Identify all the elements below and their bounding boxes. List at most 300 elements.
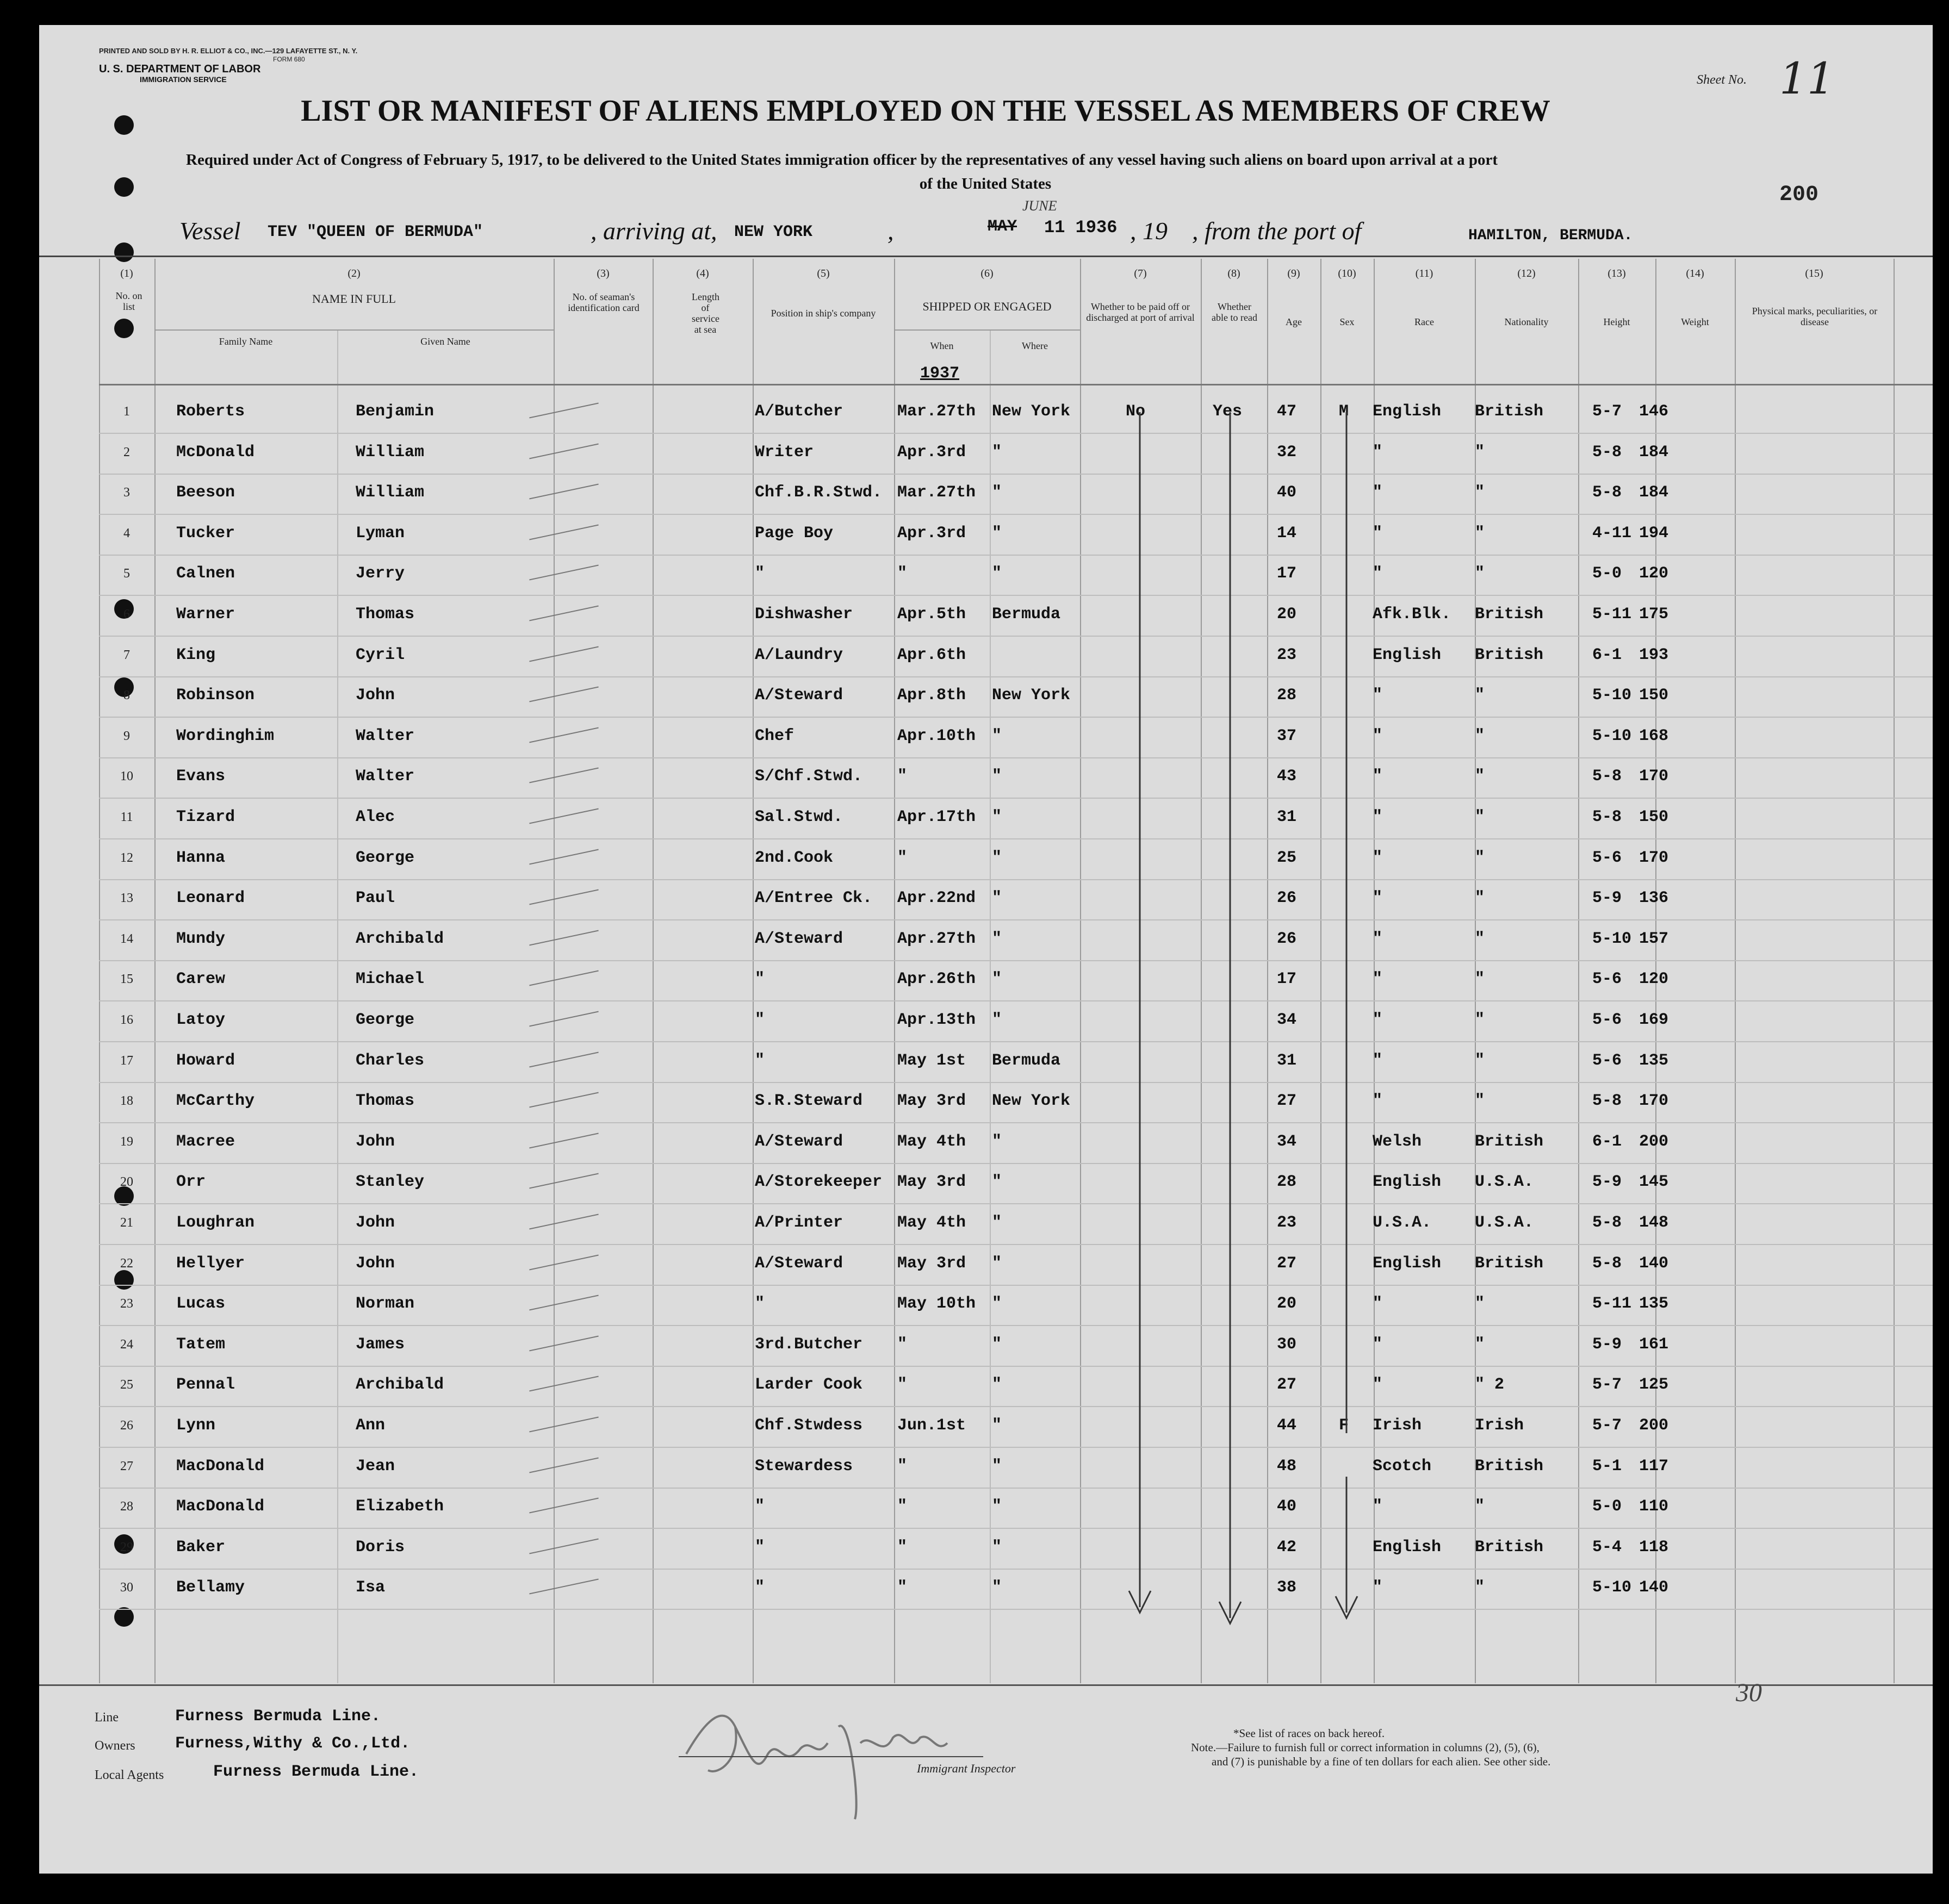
age: 34 — [1277, 1011, 1297, 1029]
given-name: Thomas — [356, 605, 415, 624]
age: 17 — [1277, 970, 1297, 989]
shipped-where: Bermuda — [992, 1051, 1061, 1070]
given-name: James — [356, 1335, 405, 1354]
family-name: Hellyer — [176, 1254, 245, 1273]
shipped-when: " — [897, 1538, 908, 1557]
height: 5-6 — [1592, 1051, 1622, 1070]
height: 5-10 — [1592, 1578, 1632, 1597]
row-number: 25 — [120, 1378, 133, 1392]
position: 2nd.Cook — [755, 848, 834, 867]
nationality: British — [1475, 645, 1544, 664]
shipped-when: May 4th — [897, 1132, 966, 1151]
shipped-when: May 4th — [897, 1214, 966, 1232]
position: " — [755, 1538, 765, 1557]
shipped-when: May 3rd — [897, 1092, 966, 1111]
shipped-when: " — [897, 1335, 908, 1354]
weight: 117 — [1639, 1457, 1669, 1476]
given-name: Isa — [356, 1578, 386, 1597]
family-name: Warner — [176, 605, 235, 624]
nationality: " — [1475, 970, 1485, 989]
race: " — [1373, 1497, 1383, 1516]
weight: 169 — [1639, 1011, 1669, 1029]
col-number: (6) — [980, 267, 994, 279]
nationality: British — [1475, 1538, 1544, 1557]
race: " — [1373, 483, 1383, 502]
family-name: Wordinghim — [176, 726, 275, 745]
line-value: Furness Bermuda Line. — [175, 1707, 381, 1726]
given-name: Norman — [356, 1295, 415, 1314]
nationality: Irish — [1475, 1416, 1524, 1435]
shipped-when: Apr.13th — [897, 1011, 976, 1029]
weight: 140 — [1639, 1578, 1669, 1597]
position: " — [755, 1011, 765, 1029]
height: 5-0 — [1592, 1497, 1622, 1516]
race: " — [1373, 1335, 1383, 1354]
race: English — [1373, 402, 1442, 421]
shipped-where: " — [992, 1011, 1002, 1029]
nationality: " — [1475, 443, 1485, 462]
position: Chef — [755, 726, 795, 745]
shipped-when: Apr.5th — [897, 605, 966, 624]
shipped-where: " — [992, 1254, 1002, 1273]
family-name: McDonald — [176, 443, 255, 462]
row-number: 24 — [120, 1337, 133, 1352]
from-port: HAMILTON, BERMUDA. — [1468, 227, 1633, 244]
nationality: " — [1475, 1295, 1485, 1314]
family-name: Baker — [176, 1538, 226, 1557]
given-name: Elizabeth — [356, 1497, 444, 1516]
family-name: Roberts — [176, 402, 245, 421]
age: 14 — [1277, 524, 1297, 543]
year-note: 1937 — [920, 364, 960, 383]
col-number: (1) — [120, 267, 133, 279]
from-port-label: , from the port of — [1192, 217, 1362, 245]
weight: 170 — [1639, 767, 1669, 786]
shipped-where: " — [992, 1173, 1002, 1192]
given-name: Archibald — [356, 929, 444, 948]
age: 47 — [1277, 402, 1297, 421]
col-number: (9) — [1287, 267, 1300, 279]
shipped-when: May 3rd — [897, 1173, 966, 1192]
position: Page Boy — [755, 524, 834, 543]
family-name: Tucker — [176, 524, 235, 543]
weight: 193 — [1639, 645, 1669, 664]
nationality: " — [1475, 848, 1485, 867]
age: 34 — [1277, 1132, 1297, 1151]
age: 32 — [1277, 443, 1297, 462]
sheet-number: 11 — [1779, 53, 1835, 104]
age: 27 — [1277, 1254, 1297, 1273]
year-label: , 19 — [1130, 217, 1168, 245]
given-name: John — [356, 1214, 395, 1232]
shipped-where: " — [992, 1295, 1002, 1314]
weight: 125 — [1639, 1376, 1669, 1395]
shipped-when: Apr.3rd — [897, 524, 966, 543]
family-name: Leonard — [176, 889, 245, 908]
shipped-when: Apr.8th — [897, 686, 966, 705]
age: 27 — [1277, 1092, 1297, 1111]
weight: 175 — [1639, 605, 1669, 624]
nationality: " — [1475, 767, 1485, 786]
given-name: William — [356, 483, 425, 502]
position: 3rd.Butcher — [755, 1335, 863, 1354]
family-name: Pennal — [176, 1376, 235, 1395]
position: A/Steward — [755, 1254, 843, 1273]
age: 20 — [1277, 1295, 1297, 1314]
race: " — [1373, 1295, 1383, 1314]
family-name: Orr — [176, 1173, 206, 1192]
nationality: " — [1475, 1051, 1485, 1070]
nationality: British — [1475, 1132, 1544, 1151]
inspector-signature — [675, 1694, 980, 1825]
given-name: Ann — [356, 1416, 386, 1435]
shipped-when: Apr.22nd — [897, 889, 976, 908]
race: English — [1373, 1538, 1442, 1557]
shipped-where: New York — [992, 1092, 1071, 1111]
nationality: " 2 — [1475, 1376, 1505, 1395]
nationality: " — [1475, 686, 1485, 705]
given-name: Charles — [356, 1051, 425, 1070]
header-length-of-service: Length of service at sea — [692, 291, 719, 335]
race: U.S.A. — [1373, 1214, 1432, 1232]
family-name: Lucas — [176, 1295, 226, 1314]
family-name: Mundy — [176, 929, 226, 948]
weight: 170 — [1639, 848, 1669, 867]
race: " — [1373, 443, 1383, 462]
race: " — [1373, 767, 1383, 786]
header-name-in-full: NAME IN FULL — [312, 292, 396, 306]
position: A/Entree Ck. — [755, 889, 873, 908]
shipped-when: Apr.10th — [897, 726, 976, 745]
given-name: Thomas — [356, 1092, 415, 1111]
shipped-when: May 3rd — [897, 1254, 966, 1273]
family-name: Carew — [176, 970, 226, 989]
height: 5-6 — [1592, 1011, 1622, 1029]
shipped-where: " — [992, 1457, 1002, 1476]
shipped-where: " — [992, 970, 1002, 989]
weight: 200 — [1639, 1132, 1669, 1151]
age: 25 — [1277, 848, 1297, 867]
shipped-when: " — [897, 1457, 908, 1476]
shipped-where: " — [992, 483, 1002, 502]
weight: 120 — [1639, 970, 1669, 989]
family-name: Latoy — [176, 1011, 226, 1029]
height: 5-9 — [1592, 1173, 1622, 1192]
nationality: " — [1475, 808, 1485, 826]
shipped-where: " — [992, 443, 1002, 462]
shipped-where: " — [992, 1132, 1002, 1151]
race: " — [1373, 1051, 1383, 1070]
shipped-where: New York — [992, 686, 1071, 705]
height: 5-1 — [1592, 1457, 1622, 1476]
height: 5-11 — [1592, 1295, 1632, 1314]
weight: 184 — [1639, 483, 1669, 502]
age: 42 — [1277, 1538, 1297, 1557]
shipped-where: " — [992, 1497, 1002, 1516]
header-paid-off: Whether to be paid off or discharged at port of arrival — [1086, 301, 1195, 323]
age: 31 — [1277, 808, 1297, 826]
height: 5-8 — [1592, 1092, 1622, 1111]
family-name: Tizard — [176, 808, 235, 826]
weight: 168 — [1639, 726, 1669, 745]
sex: F — [1339, 1416, 1349, 1435]
header-family-name: Family Name — [219, 336, 273, 347]
agents-label: Local Agents — [95, 1768, 164, 1782]
col-number: (15) — [1805, 267, 1823, 279]
row-number: 2 — [123, 445, 130, 459]
vessel-label: Vessel — [179, 217, 241, 245]
race: " — [1373, 524, 1383, 543]
shipped-where: " — [992, 1578, 1002, 1597]
shipped-where: Bermuda — [992, 605, 1061, 624]
header-given-name: Given Name — [420, 336, 470, 347]
height: 5-8 — [1592, 483, 1622, 502]
position: S.R.Steward — [755, 1092, 863, 1111]
weight: 136 — [1639, 889, 1669, 908]
given-name: Paul — [356, 889, 395, 908]
shipped-where: " — [992, 1214, 1002, 1232]
family-name: McCarthy — [176, 1092, 255, 1111]
penalty-note: Note.—Failure to furnish full or correct information in columns (2), (5), (6), — [1191, 1741, 1540, 1754]
weight: 140 — [1639, 1254, 1669, 1273]
race: Irish — [1373, 1416, 1422, 1435]
given-name: John — [356, 686, 395, 705]
family-name: Lynn — [176, 1416, 216, 1435]
shipped-when: " — [897, 1376, 908, 1395]
family-name: Howard — [176, 1051, 235, 1070]
age: 27 — [1277, 1376, 1297, 1395]
shipped-when: Mar.27th — [897, 402, 976, 421]
height: 5-8 — [1592, 808, 1622, 826]
col-number: (4) — [696, 267, 709, 279]
nationality: " — [1475, 1578, 1485, 1597]
row-number: 15 — [120, 972, 133, 987]
col-number: (5) — [817, 267, 830, 279]
weight: 157 — [1639, 929, 1669, 948]
weight: 148 — [1639, 1214, 1669, 1232]
sheet-label: Sheet No. — [1697, 73, 1747, 87]
position: A/Storekeeper — [755, 1173, 883, 1192]
family-name: Robinson — [176, 686, 255, 705]
row-number: 23 — [120, 1297, 133, 1311]
header-race: Race — [1414, 316, 1434, 327]
given-name: Archibald — [356, 1376, 444, 1395]
given-name: Walter — [356, 726, 415, 745]
shipped-when: May 1st — [897, 1051, 966, 1070]
row-number: 8 — [123, 688, 130, 703]
nationality: " — [1475, 1011, 1485, 1029]
position: Larder Cook — [755, 1376, 863, 1395]
given-name: Walter — [356, 767, 415, 786]
given-name: William — [356, 443, 425, 462]
subtitle-continuation: of the United States — [919, 175, 1052, 192]
height: 5-8 — [1592, 1214, 1622, 1232]
nationality: " — [1475, 1092, 1485, 1111]
shipped-where: New York — [992, 402, 1071, 421]
nationality: " — [1475, 1335, 1485, 1354]
family-name: Tatem — [176, 1335, 226, 1354]
given-name: George — [356, 1011, 415, 1029]
shipped-when: Apr.17th — [897, 808, 976, 826]
position: Dishwasher — [755, 605, 853, 624]
shipped-when: Apr.3rd — [897, 443, 966, 462]
given-name: Michael — [356, 970, 425, 989]
shipped-where: " — [992, 1335, 1002, 1354]
row-number: 13 — [120, 891, 133, 906]
service: IMMIGRATION SERVICE — [140, 75, 227, 84]
shipped-where: " — [992, 1538, 1002, 1557]
comma: , — [887, 217, 894, 245]
arriving-label: , arriving at, — [591, 217, 717, 245]
family-name: MacDonald — [176, 1497, 265, 1516]
height: 5-11 — [1592, 605, 1632, 624]
given-name: John — [356, 1254, 395, 1273]
age: 31 — [1277, 1051, 1297, 1070]
header-no-on-list: No. on list — [115, 290, 142, 312]
position: A/Steward — [755, 686, 843, 705]
race: " — [1373, 1376, 1383, 1395]
race: " — [1373, 726, 1383, 745]
shipped-when: Apr.6th — [897, 645, 966, 664]
header-position: Position in ship's company — [771, 308, 876, 319]
owners-value: Furness,Withy & Co.,Ltd. — [175, 1734, 411, 1753]
age: 28 — [1277, 1173, 1297, 1192]
height: 6-1 — [1592, 1132, 1622, 1151]
row-number: 16 — [120, 1013, 133, 1027]
nationality: " — [1475, 1497, 1485, 1516]
row-number: 14 — [120, 931, 133, 946]
race: English — [1373, 645, 1442, 664]
height: 5-4 — [1592, 1538, 1622, 1557]
nationality: " — [1475, 726, 1485, 745]
paid-off: No — [1126, 402, 1146, 421]
height: 5-6 — [1592, 970, 1622, 989]
weight: 110 — [1639, 1497, 1669, 1516]
shipped-where: " — [992, 726, 1002, 745]
row-number: 10 — [120, 769, 133, 784]
age: 40 — [1277, 483, 1297, 502]
family-name: Beeson — [176, 483, 235, 502]
family-name: King — [176, 645, 216, 664]
height: 5-8 — [1592, 767, 1622, 786]
department: U. S. DEPARTMENT OF LABOR — [99, 63, 261, 75]
shipped-where: " — [992, 848, 1002, 867]
height: 5-9 — [1592, 889, 1622, 908]
position: " — [755, 1295, 765, 1314]
nationality: " — [1475, 564, 1485, 583]
shipped-when: May 10th — [897, 1295, 976, 1314]
given-name: Lyman — [356, 524, 405, 543]
age: 17 — [1277, 564, 1297, 583]
weight: 145 — [1639, 1173, 1669, 1192]
month-struck: MAY — [988, 217, 1017, 236]
shipped-when: " — [897, 1497, 908, 1516]
family-name: Calnen — [176, 564, 235, 583]
height: 5-8 — [1592, 443, 1622, 462]
height: 5-9 — [1592, 1335, 1622, 1354]
race: " — [1373, 564, 1383, 583]
nationality: U.S.A. — [1475, 1214, 1534, 1232]
col-number: (11) — [1415, 267, 1433, 279]
age: 28 — [1277, 686, 1297, 705]
header-id-card: No. of seaman's identification card — [568, 291, 640, 313]
position: A/Steward — [755, 1132, 843, 1151]
weight: 194 — [1639, 524, 1669, 543]
header-nationality: Nationality — [1504, 316, 1549, 327]
race: " — [1373, 808, 1383, 826]
nationality: British — [1475, 605, 1544, 624]
row-number: 6 — [123, 607, 130, 621]
height: 6-1 — [1592, 645, 1622, 664]
nationality: " — [1475, 889, 1485, 908]
height: 5-7 — [1592, 1376, 1622, 1395]
row-number: 22 — [120, 1256, 133, 1271]
row-number: 29 — [120, 1540, 133, 1554]
header-age: Age — [1286, 316, 1302, 327]
age: 20 — [1277, 605, 1297, 624]
height: 5-10 — [1592, 929, 1632, 948]
header-able-to-read: Whether able to read — [1212, 301, 1257, 323]
height: 5-7 — [1592, 1416, 1622, 1435]
col-number: (3) — [597, 267, 610, 279]
shipped-when: " — [897, 1578, 908, 1597]
row-number: 3 — [123, 486, 130, 500]
able-to-read: Yes — [1213, 402, 1243, 421]
race: " — [1373, 889, 1383, 908]
race: English — [1373, 1173, 1442, 1192]
age: 40 — [1277, 1497, 1297, 1516]
month-correction: JUNE — [1022, 198, 1057, 214]
row-number: 21 — [120, 1216, 133, 1230]
given-name: Alec — [356, 808, 395, 826]
row-number: 5 — [123, 567, 130, 581]
height: 5-6 — [1592, 848, 1622, 867]
position: Chf.Stwdess — [755, 1416, 863, 1435]
position: A/Laundry — [755, 645, 843, 664]
nationality: " — [1475, 524, 1485, 543]
position: " — [755, 1051, 765, 1070]
weight: 184 — [1639, 443, 1669, 462]
height: 5-8 — [1592, 1254, 1622, 1273]
weight: 200 — [1639, 1416, 1669, 1435]
shipped-where: " — [992, 889, 1002, 908]
row-number: 19 — [120, 1134, 133, 1149]
col-number: (13) — [1607, 267, 1626, 279]
position: Sal.Stwd. — [755, 808, 843, 826]
vessel-name: TEV "QUEEN OF BERMUDA" — [268, 223, 483, 241]
arrival-date: 11 1936 — [1044, 217, 1118, 238]
row-number: 20 — [120, 1175, 133, 1190]
height: 5-10 — [1592, 686, 1632, 705]
row-number: 7 — [123, 648, 130, 662]
header-weight: Weight — [1681, 316, 1709, 327]
shipped-where: " — [992, 808, 1002, 826]
line-label: Line — [95, 1710, 119, 1725]
race: " — [1373, 1011, 1383, 1029]
inspector-label: Immigrant Inspector — [917, 1762, 1016, 1775]
manifest-sheet — [39, 25, 1933, 1874]
family-name: MacDonald — [176, 1457, 265, 1476]
race: Scotch — [1373, 1457, 1432, 1476]
owners-label: Owners — [95, 1739, 135, 1753]
col-number: (12) — [1517, 267, 1536, 279]
arriving-port: NEW YORK — [734, 223, 813, 241]
age: 26 — [1277, 889, 1297, 908]
nationality: British — [1475, 1457, 1544, 1476]
row-number: 11 — [120, 810, 133, 824]
shipped-when: " — [897, 767, 908, 786]
family-name: Loughran — [176, 1214, 255, 1232]
